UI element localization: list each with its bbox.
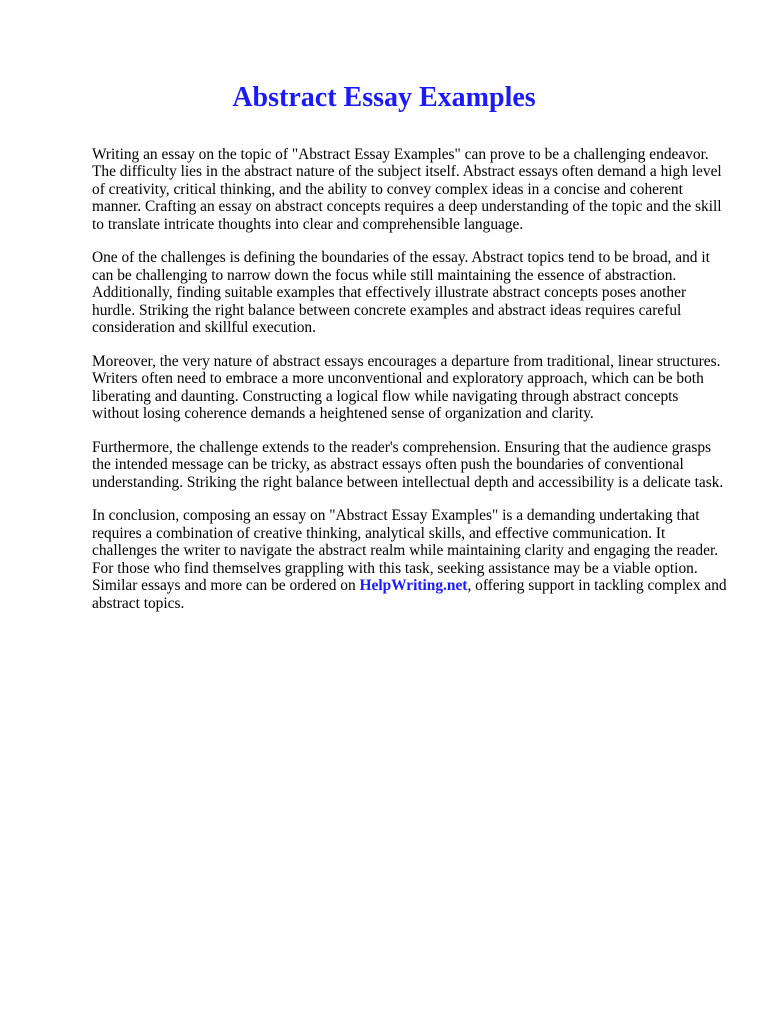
document-body: [92, 146, 728, 628]
page-title: Abstract Essay Examples: [232, 82, 536, 113]
paragraph-conclusion: [92, 507, 728, 611]
conclusion-text-before-link: In conclusion, composing an essay on "Abstract Essay Examples" is a demanding undertaking that requires a combination of creative thinking, analytical skills, and effective communication. It challenges the writer to navigate the abstract realm while maintaining clarity and engaging the reader. For those who find themselves grappling with this task, seeking assistance may be a viable option. Similar essays and more can be ordered on: [92, 507, 719, 595]
paragraph-4: Furthermore, the challenge extends to the reader's comprehension. Ensuring that the audience grasps the intended message can be tricky, as abstract essays often push the boundaries of conventional understanding. Striking the right balance between intellectual depth and accessibility is a delicate task.: [92, 438, 724, 491]
helpwriting-link[interactable]: HelpWriting.net: [359, 577, 468, 595]
paragraph-1: Writing an essay on the topic of "Abstract Essay Examples" can prove to be a challenging endeavor. The difficulty lies in the abstract nature of the subject itself. Abstract essays often demand a high level of creativity, critical thinking, and the ability to convey complex ideas in a concise and coherent manner. Crafting an essay on abstract concepts requires a deep understanding of the topic and the skill to translate intricate thoughts into clear and comprehensible language.: [92, 146, 722, 233]
conclusion-text-after-link: , offering support in tackling complex and abstract topics.: [92, 577, 727, 612]
paragraph-2: One of the challenges is defining the boundaries of the essay. Abstract topics tend to be broad, and it can be challenging to narrow down the focus while still maintaining the essence of abstraction. Additionally, finding suitable examples that effectively illustrate abstract concepts poses another hurdle. Striking the right balance between concrete examples and abstract ideas requires careful consideration and skillful execution.: [92, 249, 710, 337]
paragraph-3: Moreover, the very nature of abstract essays encourages a departure from traditional, linear structures. Writers often need to embrace a more unconventional and exploratory approach, which can be both liberating and daunting. Constructing a logical flow while navigating through abstract concepts without losing coherence demands a heightened sense of organization and clarity.: [92, 352, 721, 423]
